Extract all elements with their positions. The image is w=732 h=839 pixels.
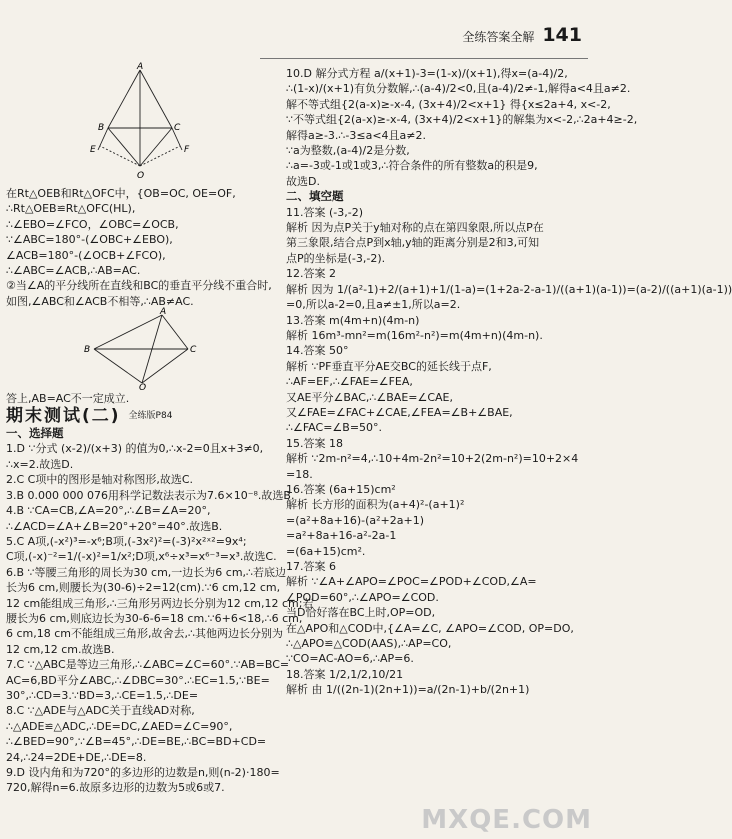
answer-line: 14.答案 50° — [286, 344, 349, 358]
answer-line: 6.B ∵等腰三角形的周长为30 cm,一边长为6 cm,∴若底边 — [6, 565, 287, 579]
answer-line: ∴△ADE≌△ADC,∴DE=DC,∠AED=∠C=90°, — [6, 719, 233, 733]
answer-line: 1.D ∵分式 (x-2)/(x+3) 的值为0,∴x-2=0且x+3≠0, — [6, 442, 264, 456]
answer-line: ∵a为整数,(a-4)/2是分数, — [286, 144, 410, 158]
answer-line: 解不等式组{2(a-x)≥-x-4, (3x+4)/2<x+1} 得{x≤2a+4, x<-2, — [286, 97, 611, 111]
test-title-row — [6, 405, 274, 426]
answer-line: 点P的坐标是(-3,-2). — [286, 251, 386, 265]
fig1-label-o: O — [137, 171, 145, 181]
answer-line: 10.D 解分式方程 a/(x+1)-3=(1-x)/(x+1),得x=(a-4)/2, — [286, 67, 568, 80]
answer-line: 长为6 cm,则腰长为(30-6)÷2=12(cm).∵6 cm,12 cm, — [6, 581, 281, 595]
answer-line: 3.B 0.000 000 076用科学记数法表示为7.6×10⁻⁸.故选B. — [6, 488, 295, 502]
answer-line: 解析 长方形的面积为(a+4)²-(a+1)² — [286, 498, 465, 512]
answer-line: AC=6,BD平分∠ABC,∴∠DBC=30°.∴EC=1.5,∵BE= — [6, 673, 270, 687]
header-title: 全练答案全解 — [462, 30, 535, 44]
proof-line-7: ②当∠A的平分线所在直线和BC的垂直平分线不重合时, — [6, 279, 272, 293]
proof-line-4: ∵∠ABC=180°-(∠OBC+∠EBO), — [6, 233, 173, 247]
answer-line: ∴△APO≌△COD(AAS),∴AP=CO, — [286, 637, 452, 651]
answer-line: ∴x=2.故选D. — [6, 457, 74, 471]
fig1-label-c: C — [174, 123, 181, 133]
answer-line: 解析 ∵PF垂直平分AE交BC的延长线于点F, — [286, 359, 492, 373]
answer-line: ∴∠BED=90°,∵∠B=45°,∴DE=BE,∴BC=BD+CD= — [6, 735, 267, 749]
answer-line: ∴∠ACD=∠A+∠B=20°+20°=40°.故选B. — [6, 519, 223, 533]
answer-line: 解析 ∵∠A+∠APO=∠POC=∠POD+∠COD,∠A= — [286, 575, 537, 589]
answer-line: 18.答案 1/2,1/2,10/21 — [286, 667, 404, 681]
answer-line: =a²+8a+16-a²-2a-1 — [286, 529, 397, 543]
fig1-label-a: A — [137, 62, 144, 72]
answer-line: 16.答案 (6a+15)cm² — [286, 482, 396, 496]
answer-line: 故选D. — [286, 174, 320, 188]
proof-line-2: ∴Rt△OEB≌Rt△OFC(HL), — [6, 202, 136, 216]
answer-line: 13.答案 m(4m+n)(4m-n) — [286, 313, 420, 327]
section-choice-heading: 一、选择题 — [6, 426, 64, 441]
fig2-label-a: A — [160, 307, 167, 318]
test-title: 期末测试(二) — [6, 405, 121, 426]
answer-line: 720,解得n=6.故原多边形的边数为5或6或7. — [6, 781, 225, 795]
answer-line: 解析 因为 1/(a²-1)+2/(a+1)+1/(1-a)=(1+2a-2-a-1)/((a+1)(a-1))=(a-2)/((a+1)(a-1)) — [286, 282, 732, 296]
answer-line: ∴(1-x)/(x+1)有负分数解,∴(a-4)/2<0,且(a-4)/2≠-1,解得a<4且a≠2. — [286, 82, 631, 96]
fig1-label-e: E — [90, 145, 96, 155]
answer-line: 解析 16m³-mn²=m(16m²-n²)=m(4m+n)(4m-n). — [286, 328, 543, 342]
answer-line: 解析 由 1/((2n-1)(2n+1))=a/(2n-1)+b/(2n+1) — [286, 683, 530, 697]
answer-line: 2.C C项中的图形是轴对称图形,故选C. — [6, 473, 194, 487]
answer-line: 6 cm,18 cm不能组成三角形,故舍去,∴其他两边长分别为 — [6, 627, 284, 641]
proof-line-6: ∴∠ABC=∠ACB,∴AB=AC. — [6, 264, 141, 278]
right-column — [286, 66, 732, 698]
fig1-label-f: F — [184, 145, 190, 155]
answer-line: 4.B ∵CA=CB,∠A=20°,∴∠B=∠A=20°, — [6, 504, 211, 518]
answer-line: 30°,∴CD=3.∵BD=3,∴CE=1.5,∴DE= — [6, 688, 199, 702]
answer-line: 当D恰好落在BC上时,OP=OD, — [286, 606, 436, 620]
answer-line: 12 cm,12 cm.故选B. — [6, 642, 115, 656]
answer-line: 11.答案 (-3,-2) — [286, 205, 364, 219]
answer-line: 15.答案 18 — [286, 436, 343, 450]
answer-line: ∴a=-3或-1或1或3,∴符合条件的所有整数a的积是9, — [286, 159, 538, 173]
answer-line: ∴∠FAC=∠B=50°. — [286, 421, 383, 435]
answer-line: 解得a≥-3.∴-3≤a<4且a≠2. — [286, 128, 427, 142]
answer-line: 又AE平分∠BAC,∴∠BAE=∠CAE, — [286, 390, 454, 404]
proof-line-8: 如图,∠ABC和∠ACB不相等,∴AB≠AC. — [6, 294, 194, 308]
answer-line: ∵不等式组{2(a-x)≥-x-4, (3x+4)/2<x+1}的解集为x<-2,∴2a+4≥-2, — [286, 113, 638, 127]
figure-quad-2 — [80, 307, 200, 394]
answer-line: ∴AF=EF,∴∠FAE=∠FEA, — [286, 375, 413, 389]
answer-line: 12.答案 2 — [286, 267, 336, 281]
answer-line: =0,所以a-2=0,且a≠±1,所以a=2. — [286, 298, 461, 312]
answer-line: ∵CO=AC-AO=6,∴AP=6. — [286, 652, 414, 666]
section-fill-heading: 二、填空题 — [286, 189, 344, 204]
answer-line: =18. — [286, 467, 313, 481]
answer-line: 又∠FAE=∠FAC+∠CAE,∠FEA=∠B+∠BAE, — [286, 405, 513, 419]
answer-line: 5.C A项,(-x²)³=-x⁶;B项,(-3x²)²=(-3)²x²ˣ²=9x⁴; — [6, 534, 247, 548]
answer-line: ∠POD=60°,∴∠APO=∠COD. — [286, 590, 439, 604]
answer-line: 在△APO和△COD中,{∠A=∠C, ∠APO=∠COD, OP=DO, — [286, 621, 574, 635]
page-number: 141 — [542, 24, 582, 46]
proof-conclusion: 答上,AB=AC不一定成立. — [6, 392, 130, 406]
page-header — [462, 24, 582, 46]
answer-line: 17.答案 6 — [286, 560, 336, 573]
answer-line: 9.D 设内角和为720°的多边形的边数是n,则(n-2)·180= — [6, 766, 280, 779]
answer-line: 第三象限,结合点P到x轴,y轴的距离分别是2和3,可知 — [286, 236, 540, 250]
answer-line: C项,(-x)⁻²=1/(-x)²=1/x²;D项,x⁶÷x³=x⁶⁻³=x³.故选C. — [6, 550, 277, 564]
watermark: MXQE.COM — [421, 805, 592, 835]
test-reference: 全练版P84 — [128, 410, 173, 421]
answer-line: 24,∴24=2DE+DE,∴DE=8. — [6, 750, 147, 764]
figure-kite-1 — [70, 62, 210, 186]
proof-line-5: ∠ACB=180°-(∠OCB+∠FCO), — [6, 248, 166, 262]
answer-line: 腰长为6 cm,则底边长为30-6-6=18 cm.∵6+6<18,∴6 cm, — [6, 611, 303, 625]
answer-line: =(6a+15)cm². — [286, 544, 366, 558]
answer-line: 解析 ∵2m-n²=4,∴10+4m-2n²=10+2(2m-n²)=10+2×4 — [286, 452, 579, 466]
proof-line-3: ∴∠EBO=∠FCO，∠OBC=∠OCB, — [6, 217, 179, 231]
proof-line-1: 在Rt△OEB和Rt△OFC中，{OB=OC, OE=OF, — [6, 187, 236, 200]
answer-line: 12 cm能组成三角形,∴三角形另两边长分别为12 cm,12 cm;若 — [6, 596, 314, 610]
fig2-label-b: B — [84, 345, 91, 356]
answer-line: =(a²+8a+16)-(a²+2a+1) — [286, 513, 424, 527]
fig2-label-c: C — [190, 345, 197, 356]
fig1-label-b: B — [98, 123, 105, 133]
answer-line: 7.C ∵△ABC是等边三角形,∴∠ABC=∠C=60°.∵AB=BC= — [6, 658, 290, 672]
header-rule — [260, 58, 588, 59]
fig2-label-o: O — [139, 383, 147, 394]
answer-line: 8.C ∵△ADE与△ADC关于直线AD对称, — [6, 704, 195, 718]
answer-line: 解析 因为点P关于y轴对称的点在第四象限,所以点P在 — [286, 221, 544, 235]
